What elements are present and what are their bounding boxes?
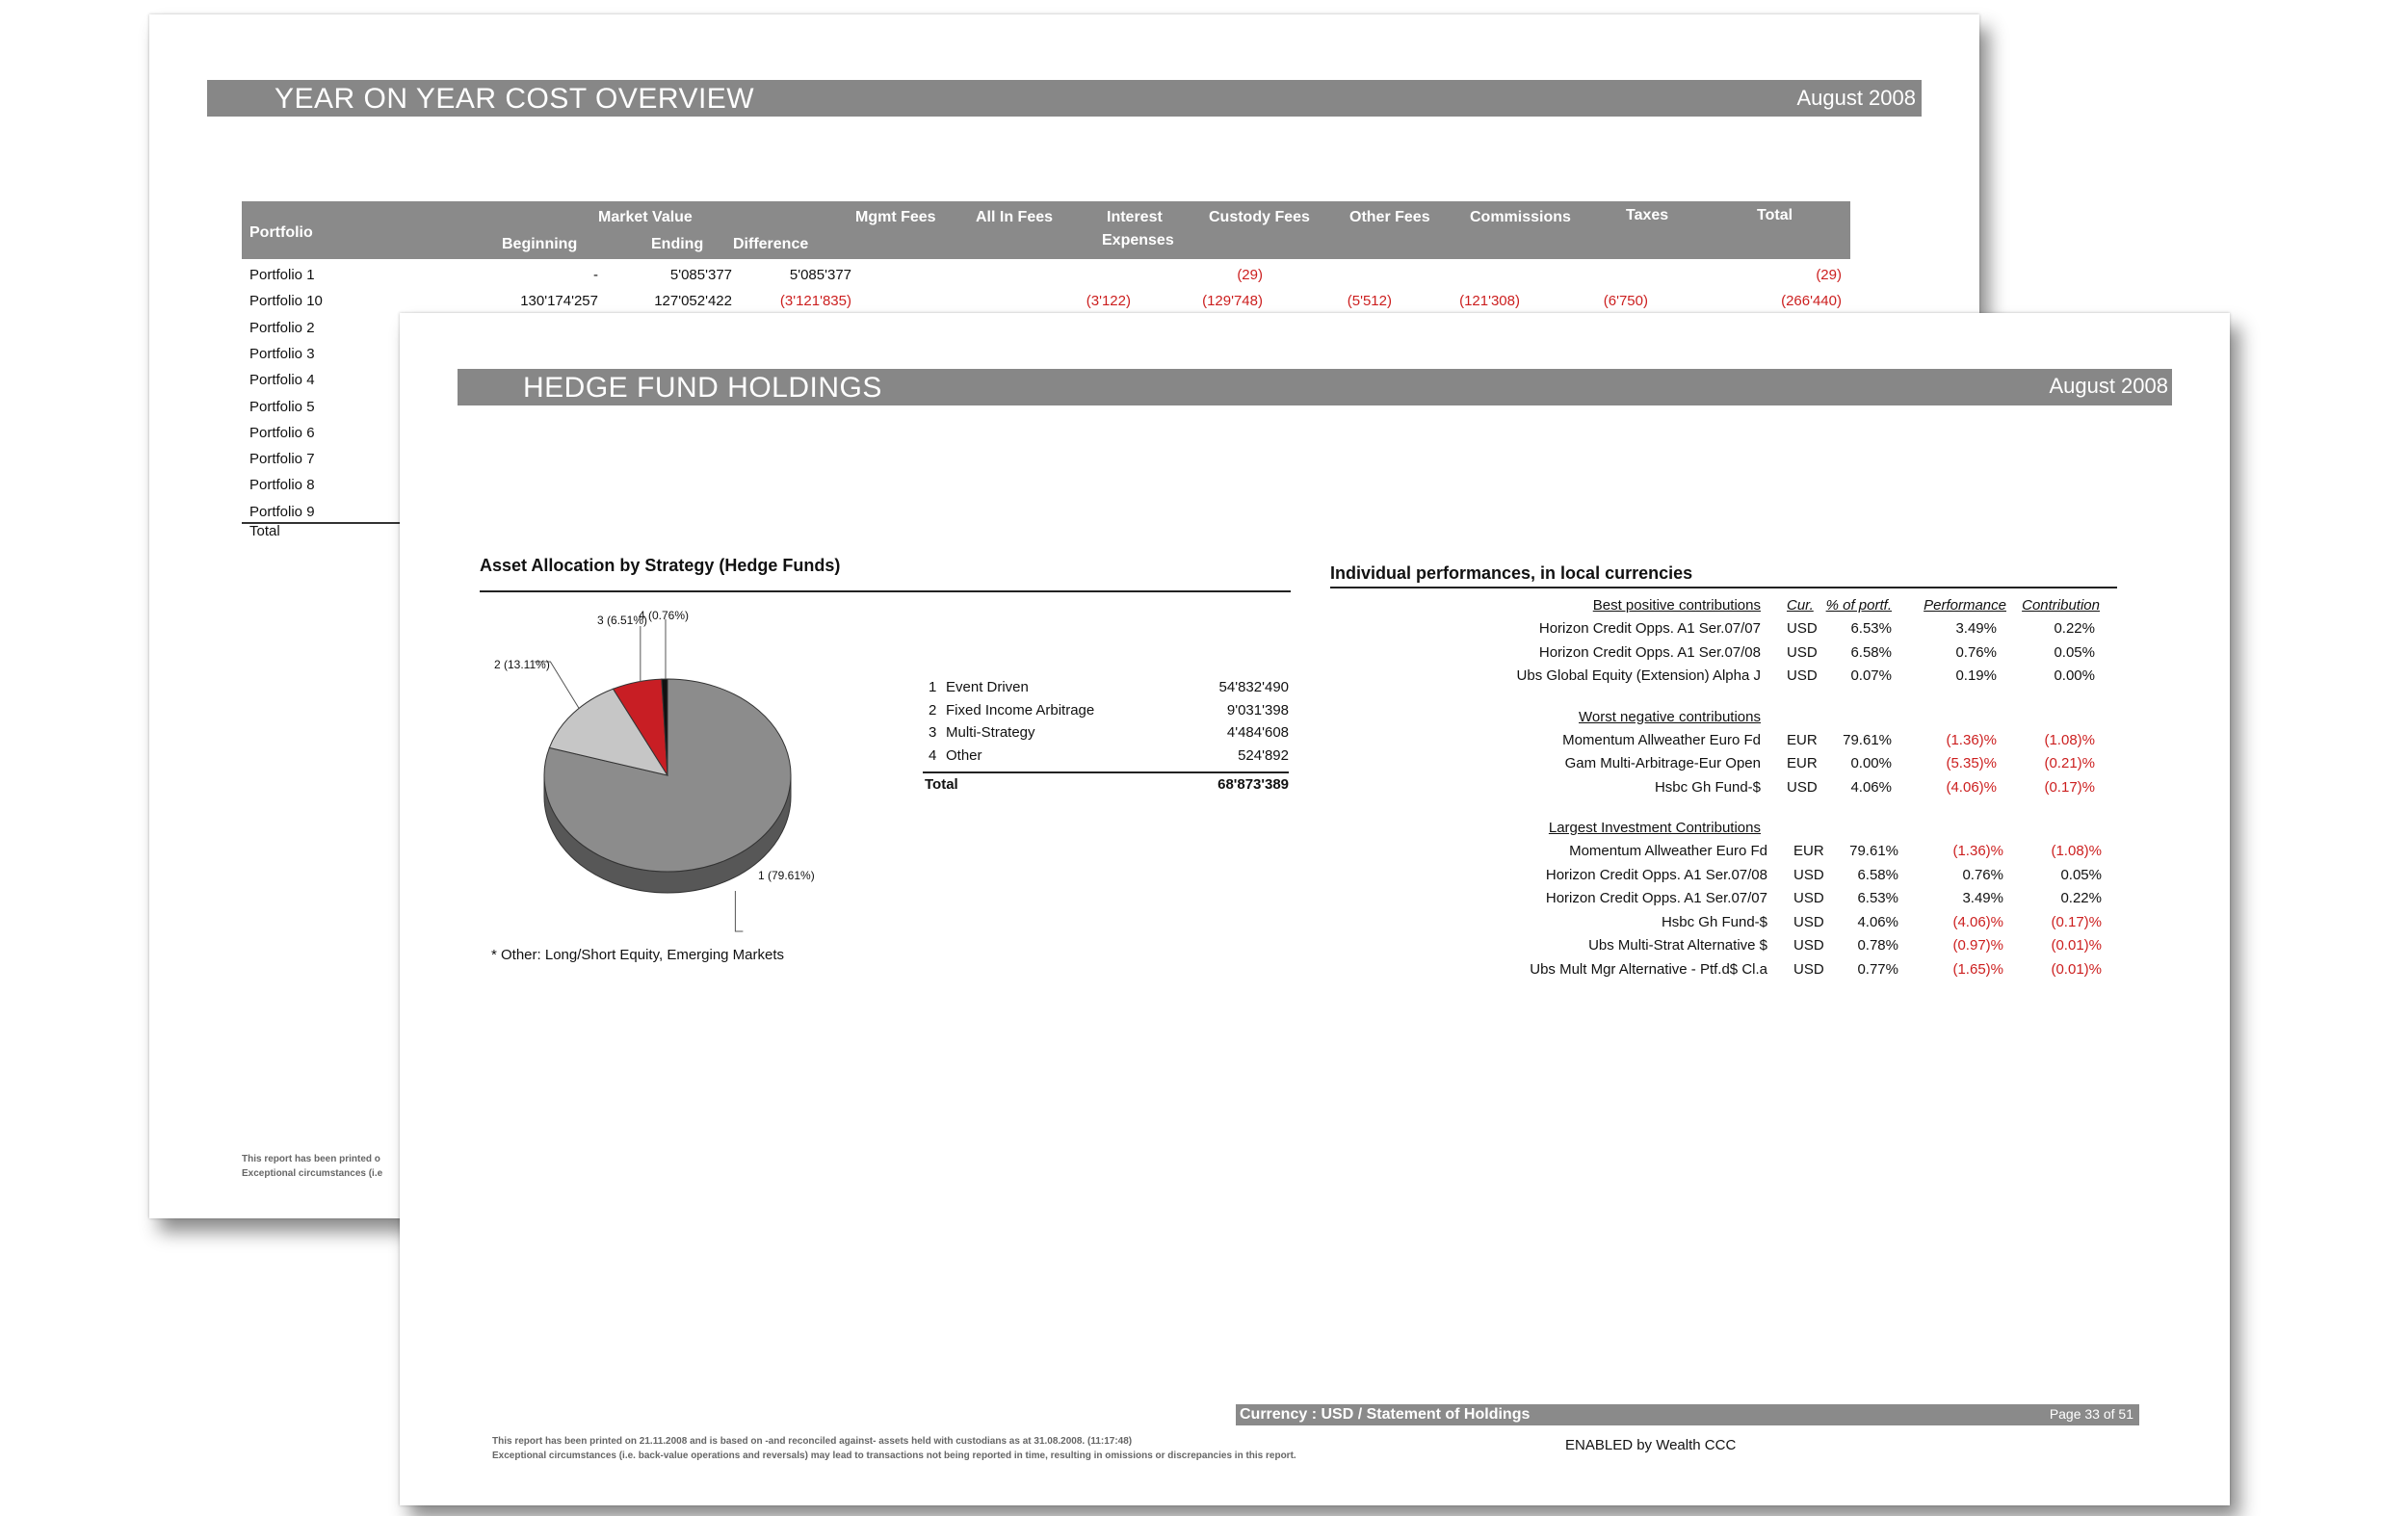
fund-performance: (4.06)% (1946, 778, 1997, 796)
col-commissions: Commissions (1470, 209, 1571, 225)
fund-performance: (5.35)% (1946, 755, 1997, 771)
cell-portfolio: Portfolio 2 (249, 319, 315, 336)
legend-name: Other (946, 746, 982, 764)
legend-number: 1 (929, 679, 937, 695)
fund-pct-portfolio: 4.06% (1857, 913, 1898, 930)
col-taxes: Taxes (1626, 207, 1669, 223)
fund-pct-portfolio: 79.61% (1849, 843, 1898, 859)
col-ending: Ending (651, 236, 704, 252)
fund-performance: (1.36)% (1946, 731, 1997, 748)
fund-performance: (4.06)% (1952, 913, 2003, 930)
cell-portfolio: Portfolio 4 (249, 372, 315, 389)
fund-contribution: (0.17)% (2051, 913, 2102, 930)
fund-contribution: (0.21)% (2044, 755, 2095, 771)
fund-pct-portfolio: 6.58% (1850, 643, 1892, 661)
fund-contribution: (0.01)% (2051, 937, 2102, 954)
legend-number: 4 (929, 746, 937, 764)
fund-name: Horizon Credit Opps. A1 Ser.07/07 (1545, 890, 1767, 906)
cell-commissions: (121'308) (1459, 293, 1520, 310)
back-footer-line-2: Exceptional circumstances (i.e (242, 1168, 383, 1179)
fund-currency: USD (1787, 778, 1818, 796)
footer-page-number: Page 33 of 51 (2049, 1406, 2133, 1422)
group-title: Largest Investment Contributions (1548, 820, 1761, 836)
fund-pct-portfolio: 79.61% (1843, 731, 1892, 748)
front-title-bar (458, 369, 2172, 405)
performance-row (400, 667, 2230, 691)
col-portfolio: Portfolio (249, 224, 313, 241)
fund-name: Gam Multi-Arbitrage-Eur Open (1564, 755, 1761, 771)
cell-taxes: (6'750) (1603, 293, 1648, 310)
footer-currency: Currency : USD / Statement of Holdings (1240, 1406, 1531, 1423)
legend-total-label: Total (925, 776, 958, 793)
col-custody-fees: Custody Fees (1209, 209, 1310, 225)
fund-currency: USD (1793, 913, 1824, 930)
fund-name: Hsbc Gh Fund-$ (1661, 913, 1767, 930)
back-page-title: YEAR ON YEAR COST OVERVIEW (275, 83, 755, 115)
allocation-rule (480, 590, 1291, 592)
fund-performance: 0.76% (1955, 643, 1997, 661)
fund-name: Horizon Credit Opps. A1 Ser.07/08 (1545, 866, 1767, 883)
fund-pct-portfolio: 0.77% (1857, 960, 1898, 978)
cell-portfolio: Portfolio 8 (249, 477, 315, 494)
performance-row (400, 867, 2230, 890)
legend-number: 2 (929, 701, 937, 719)
cell-other: (5'512) (1347, 293, 1392, 310)
cell-interest: (3'122) (1086, 293, 1131, 310)
cell-custody: (129'748) (1202, 293, 1263, 310)
fund-contribution: (0.17)% (2044, 778, 2095, 796)
fund-currency: EUR (1793, 843, 1824, 859)
fund-performance: (1.36)% (1952, 843, 2003, 859)
pie-label-2: 2 (13.11%) (494, 658, 550, 671)
fund-pct-portfolio: 4.06% (1850, 778, 1892, 796)
fund-contribution: 0.22% (2060, 890, 2102, 906)
cell-custody: (29) (1237, 267, 1263, 283)
cell-portfolio: Portfolio 9 (249, 503, 315, 520)
fund-contribution: (1.08)% (2044, 731, 2095, 748)
cell-portfolio: Portfolio 10 (249, 293, 323, 310)
fund-currency: USD (1787, 667, 1818, 684)
total-label-text: Total (249, 523, 280, 539)
fund-name: Momentum Allweather Euro Fd (1569, 843, 1767, 859)
cell-portfolio: Portfolio 6 (249, 424, 315, 441)
legend-value: 4'484'608 (1226, 724, 1289, 741)
fund-pct-portfolio: 6.53% (1857, 890, 1898, 906)
cell-difference: (3'121'835) (779, 293, 851, 310)
performance-row (400, 620, 2230, 643)
col-difference: Difference (733, 236, 809, 252)
fund-performance: 0.19% (1955, 667, 1997, 684)
front-report-page (400, 313, 2230, 1505)
front-page-date: August 2008 (2049, 374, 2168, 398)
cell-difference: 5'085'377 (789, 267, 851, 283)
fund-performance: (1.65)% (1952, 960, 2003, 978)
pie-label-4: 4 (0.76%) (639, 609, 690, 622)
group-title: Best positive contributions (1592, 597, 1761, 614)
cell-portfolio: Portfolio 3 (249, 345, 315, 362)
fund-currency: USD (1793, 960, 1824, 978)
fund-performance: 3.49% (1962, 890, 2003, 906)
allocation-title: Asset Allocation by Strategy (Hedge Funds) (480, 556, 841, 575)
legend-value: 54'832'490 (1218, 679, 1289, 695)
cost-table-row (242, 289, 1850, 315)
fund-currency: EUR (1787, 731, 1818, 748)
performance-row (400, 755, 2230, 778)
legend-row (923, 702, 1289, 725)
fund-currency: USD (1793, 937, 1824, 954)
fund-currency: USD (1793, 866, 1824, 883)
fund-performance: 3.49% (1955, 620, 1997, 637)
col-interest: Interest (1107, 209, 1163, 225)
col-performance: Performance (1924, 597, 2006, 614)
fund-contribution: 0.22% (2054, 620, 2095, 637)
col-expenses: Expenses (1102, 232, 1174, 248)
fund-name: Horizon Credit Opps. A1 Ser.07/07 (1538, 620, 1761, 637)
cell-portfolio: Portfolio 7 (249, 451, 315, 468)
performance-row (400, 779, 2230, 802)
col-currency: Cur. (1787, 597, 1814, 614)
cell-beginning: - (593, 267, 598, 283)
fund-pct-portfolio: 0.78% (1857, 937, 1898, 954)
cell-ending: 127'052'422 (654, 293, 732, 310)
fund-name: Horizon Credit Opps. A1 Ser.07/08 (1538, 643, 1761, 661)
legend-name: Multi-Strategy (946, 724, 1035, 741)
cell-beginning: 130'174'257 (520, 293, 598, 310)
back-page-date: August 2008 (1796, 86, 1916, 110)
fund-currency: USD (1787, 643, 1818, 661)
fund-performance: 0.76% (1962, 866, 2003, 883)
front-page-title: HEDGE FUND HOLDINGS (523, 372, 882, 404)
pie-label-3: 3 (6.51%) (597, 614, 648, 627)
performances-title: Individual performances, in local currencies (1330, 563, 1693, 583)
performance-row (400, 843, 2230, 866)
performance-row (400, 937, 2230, 960)
fund-name: Ubs Global Equity (Extension) Alpha J (1516, 667, 1761, 684)
fund-pct-portfolio: 0.07% (1850, 667, 1892, 684)
front-footer-bar (1236, 1404, 2139, 1425)
col-total: Total (1757, 207, 1793, 223)
fund-name: Momentum Allweather Euro Fd (1562, 731, 1761, 748)
front-footer-line-2: Exceptional circumstances (i.e. back-value operations and reversals) may lead to transactions not being reported in time, resulting in omissions or discrepancies in this report. (492, 1451, 1296, 1461)
legend-value: 9'031'398 (1226, 701, 1289, 719)
performances-rule (1330, 587, 2117, 588)
cell-total: (29) (1816, 267, 1842, 283)
cell-total: (266'440) (1781, 293, 1842, 310)
cost-table-header (242, 201, 1850, 259)
fund-pct-portfolio: 6.58% (1857, 866, 1898, 883)
cell-ending: 5'085'377 (669, 267, 732, 283)
fund-contribution: 0.05% (2054, 643, 2095, 661)
col-market-value: Market Value (598, 209, 693, 225)
cell-portfolio: Portfolio 1 (249, 267, 315, 283)
legend-name: Fixed Income Arbitrage (946, 701, 1095, 719)
fund-performance: (0.97)% (1952, 937, 2003, 954)
col-pct-portfolio: % of portf. (1825, 597, 1892, 614)
group-title: Worst negative contributions (1579, 708, 1761, 725)
fund-name: Ubs Mult Mgr Alternative - Ptf.d$ Cl.a (1530, 960, 1767, 978)
performance-row (400, 961, 2230, 984)
fund-name: Ubs Multi-Strat Alternative $ (1588, 937, 1767, 954)
fund-contribution: 0.05% (2060, 866, 2102, 883)
fund-contribution: (1.08)% (2051, 843, 2102, 859)
col-mgmt-fees: Mgmt Fees (855, 209, 936, 225)
back-footer-line-1: This report has been printed o (242, 1154, 380, 1164)
fund-currency: USD (1787, 620, 1818, 637)
legend-value: 524'892 (1238, 746, 1289, 764)
legend-name: Event Driven (946, 679, 1029, 695)
col-other-fees: Other Fees (1349, 209, 1430, 225)
fund-currency: EUR (1787, 755, 1818, 771)
fund-contribution: (0.01)% (2051, 960, 2102, 978)
fund-currency: USD (1793, 890, 1824, 906)
back-title-bar (207, 80, 1922, 117)
enabled-by: ENABLED by Wealth CCC (1565, 1437, 1737, 1453)
col-beginning: Beginning (502, 236, 578, 252)
fund-name: Hsbc Gh Fund-$ (1654, 778, 1761, 796)
cost-table-row (242, 263, 1850, 289)
performance-row (400, 890, 2230, 913)
fund-contribution: 0.00% (2054, 667, 2095, 684)
col-contribution: Contribution (2022, 597, 2100, 614)
performance-row (400, 644, 2230, 667)
front-footer-line-1: This report has been printed on 21.11.2008 and is based on -and reconciled against- assets held with custodians as at 31.08.2008. (11:17:48) (492, 1436, 1133, 1447)
performance-row (400, 732, 2230, 755)
performance-row (400, 914, 2230, 937)
pie-label-1: 1 (79.61%) (758, 869, 815, 882)
col-all-in-fees: All In Fees (976, 209, 1054, 225)
legend-total-value: 68'873'389 (1217, 776, 1289, 793)
legend-number: 3 (929, 724, 937, 741)
cell-portfolio: Portfolio 5 (249, 398, 315, 415)
allocation-note: * Other: Long/Short Equity, Emerging Markets (491, 947, 785, 963)
fund-pct-portfolio: 6.53% (1850, 620, 1892, 637)
fund-pct-portfolio: 0.00% (1850, 755, 1892, 771)
